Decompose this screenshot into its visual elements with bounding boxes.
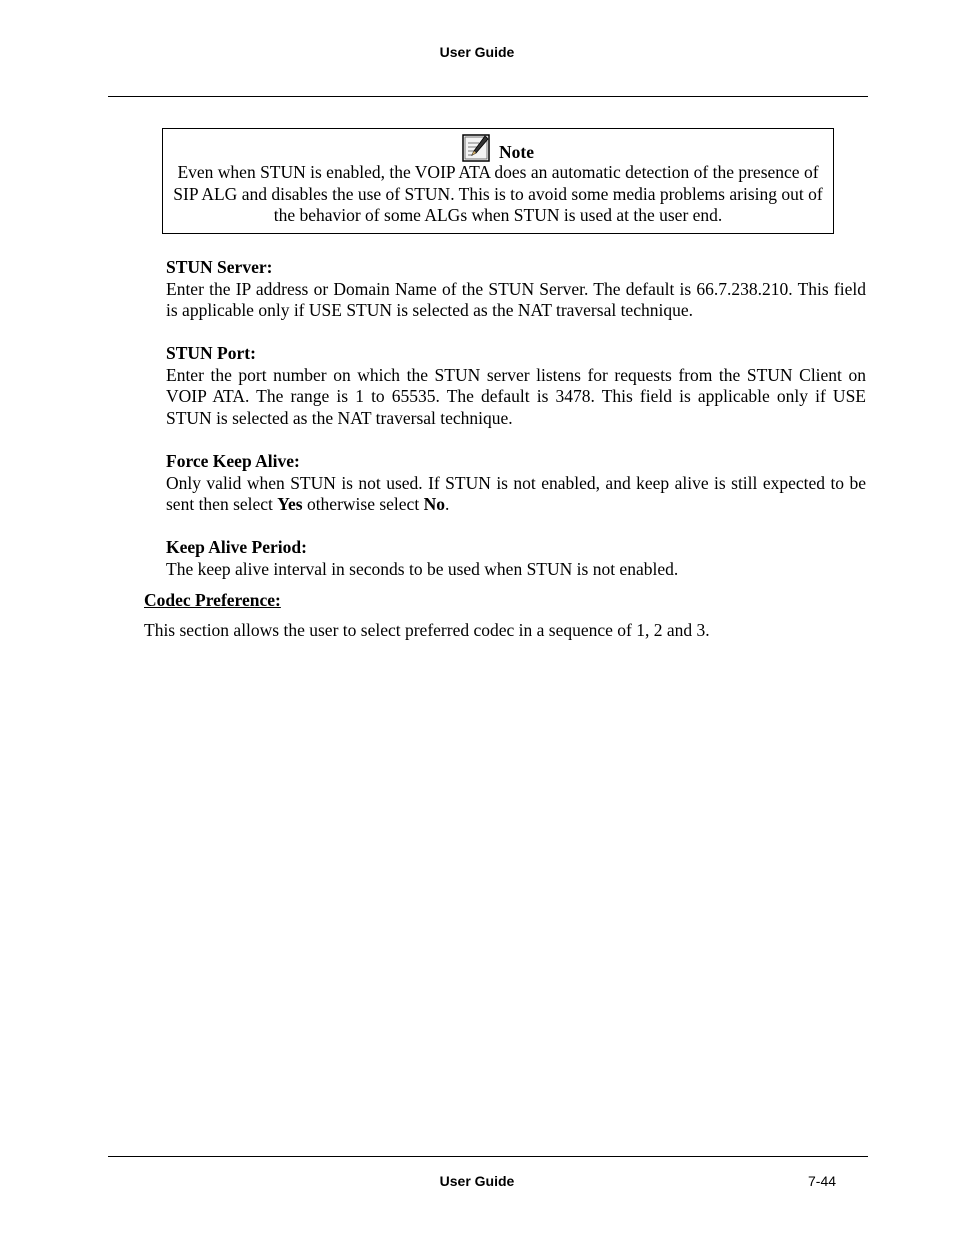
page-number: 7-44 xyxy=(808,1173,837,1189)
section-body xyxy=(166,473,866,516)
section-keep-alive-period xyxy=(166,537,866,580)
section-title: Force Keep Alive: xyxy=(166,451,300,471)
section-force-keep-alive xyxy=(166,451,866,516)
section-body: Enter the port number on which the STUN server listens for requests from the STUN Client on VOIP ATA. The range is 1 to 65535. The default is 3478. This field is applicable only if USE STUN is selected as the NAT traversal technique. xyxy=(166,364,866,428)
header-divider xyxy=(108,96,868,97)
section-title: STUN Port: xyxy=(166,343,256,363)
yes-option-text: Yes xyxy=(277,494,303,514)
body-text: otherwise select xyxy=(302,494,424,514)
body-text: . xyxy=(444,494,450,514)
note-label: Note xyxy=(499,142,534,162)
codec-preference-heading: Codec Preference: xyxy=(144,590,281,610)
section-body: The keep alive interval in seconds to be used when STUN is not enabled. xyxy=(166,558,679,579)
section-title: STUN Server: xyxy=(166,257,273,277)
section-body: Enter the IP address or Domain Name of the STUN Server. The default is 66.7.238.210. This field is applicable only if USE STUN is selected as the NAT traversal technique. xyxy=(166,278,866,320)
section-stun-server xyxy=(166,257,866,322)
note-text: Even when STUN is enabled, the VOIP ATA does an automatic detection of the presence of SIP ALG and disables the use of STUN. This is to avoid some media problems arising out of the behavior of some ALGs when STUN is used at the user end. xyxy=(173,162,823,225)
footer-divider xyxy=(108,1156,868,1157)
body-text: Only valid when STUN is not used. If STUN is not enabled, and keep alive is still expected to be sent then select xyxy=(166,472,866,514)
no-option-text: No xyxy=(423,494,445,514)
note-pencil-icon xyxy=(462,134,490,162)
codec-preference-text: This section allows the user to select preferred codec in a sequence of 1, 2 and 3. xyxy=(144,620,710,640)
note-box xyxy=(162,128,834,234)
note-heading xyxy=(163,132,833,162)
page-header-title: User Guide xyxy=(439,44,515,60)
section-stun-port xyxy=(166,343,866,429)
section-title: Keep Alive Period: xyxy=(166,537,307,557)
page-footer-title: User Guide xyxy=(439,1173,515,1189)
